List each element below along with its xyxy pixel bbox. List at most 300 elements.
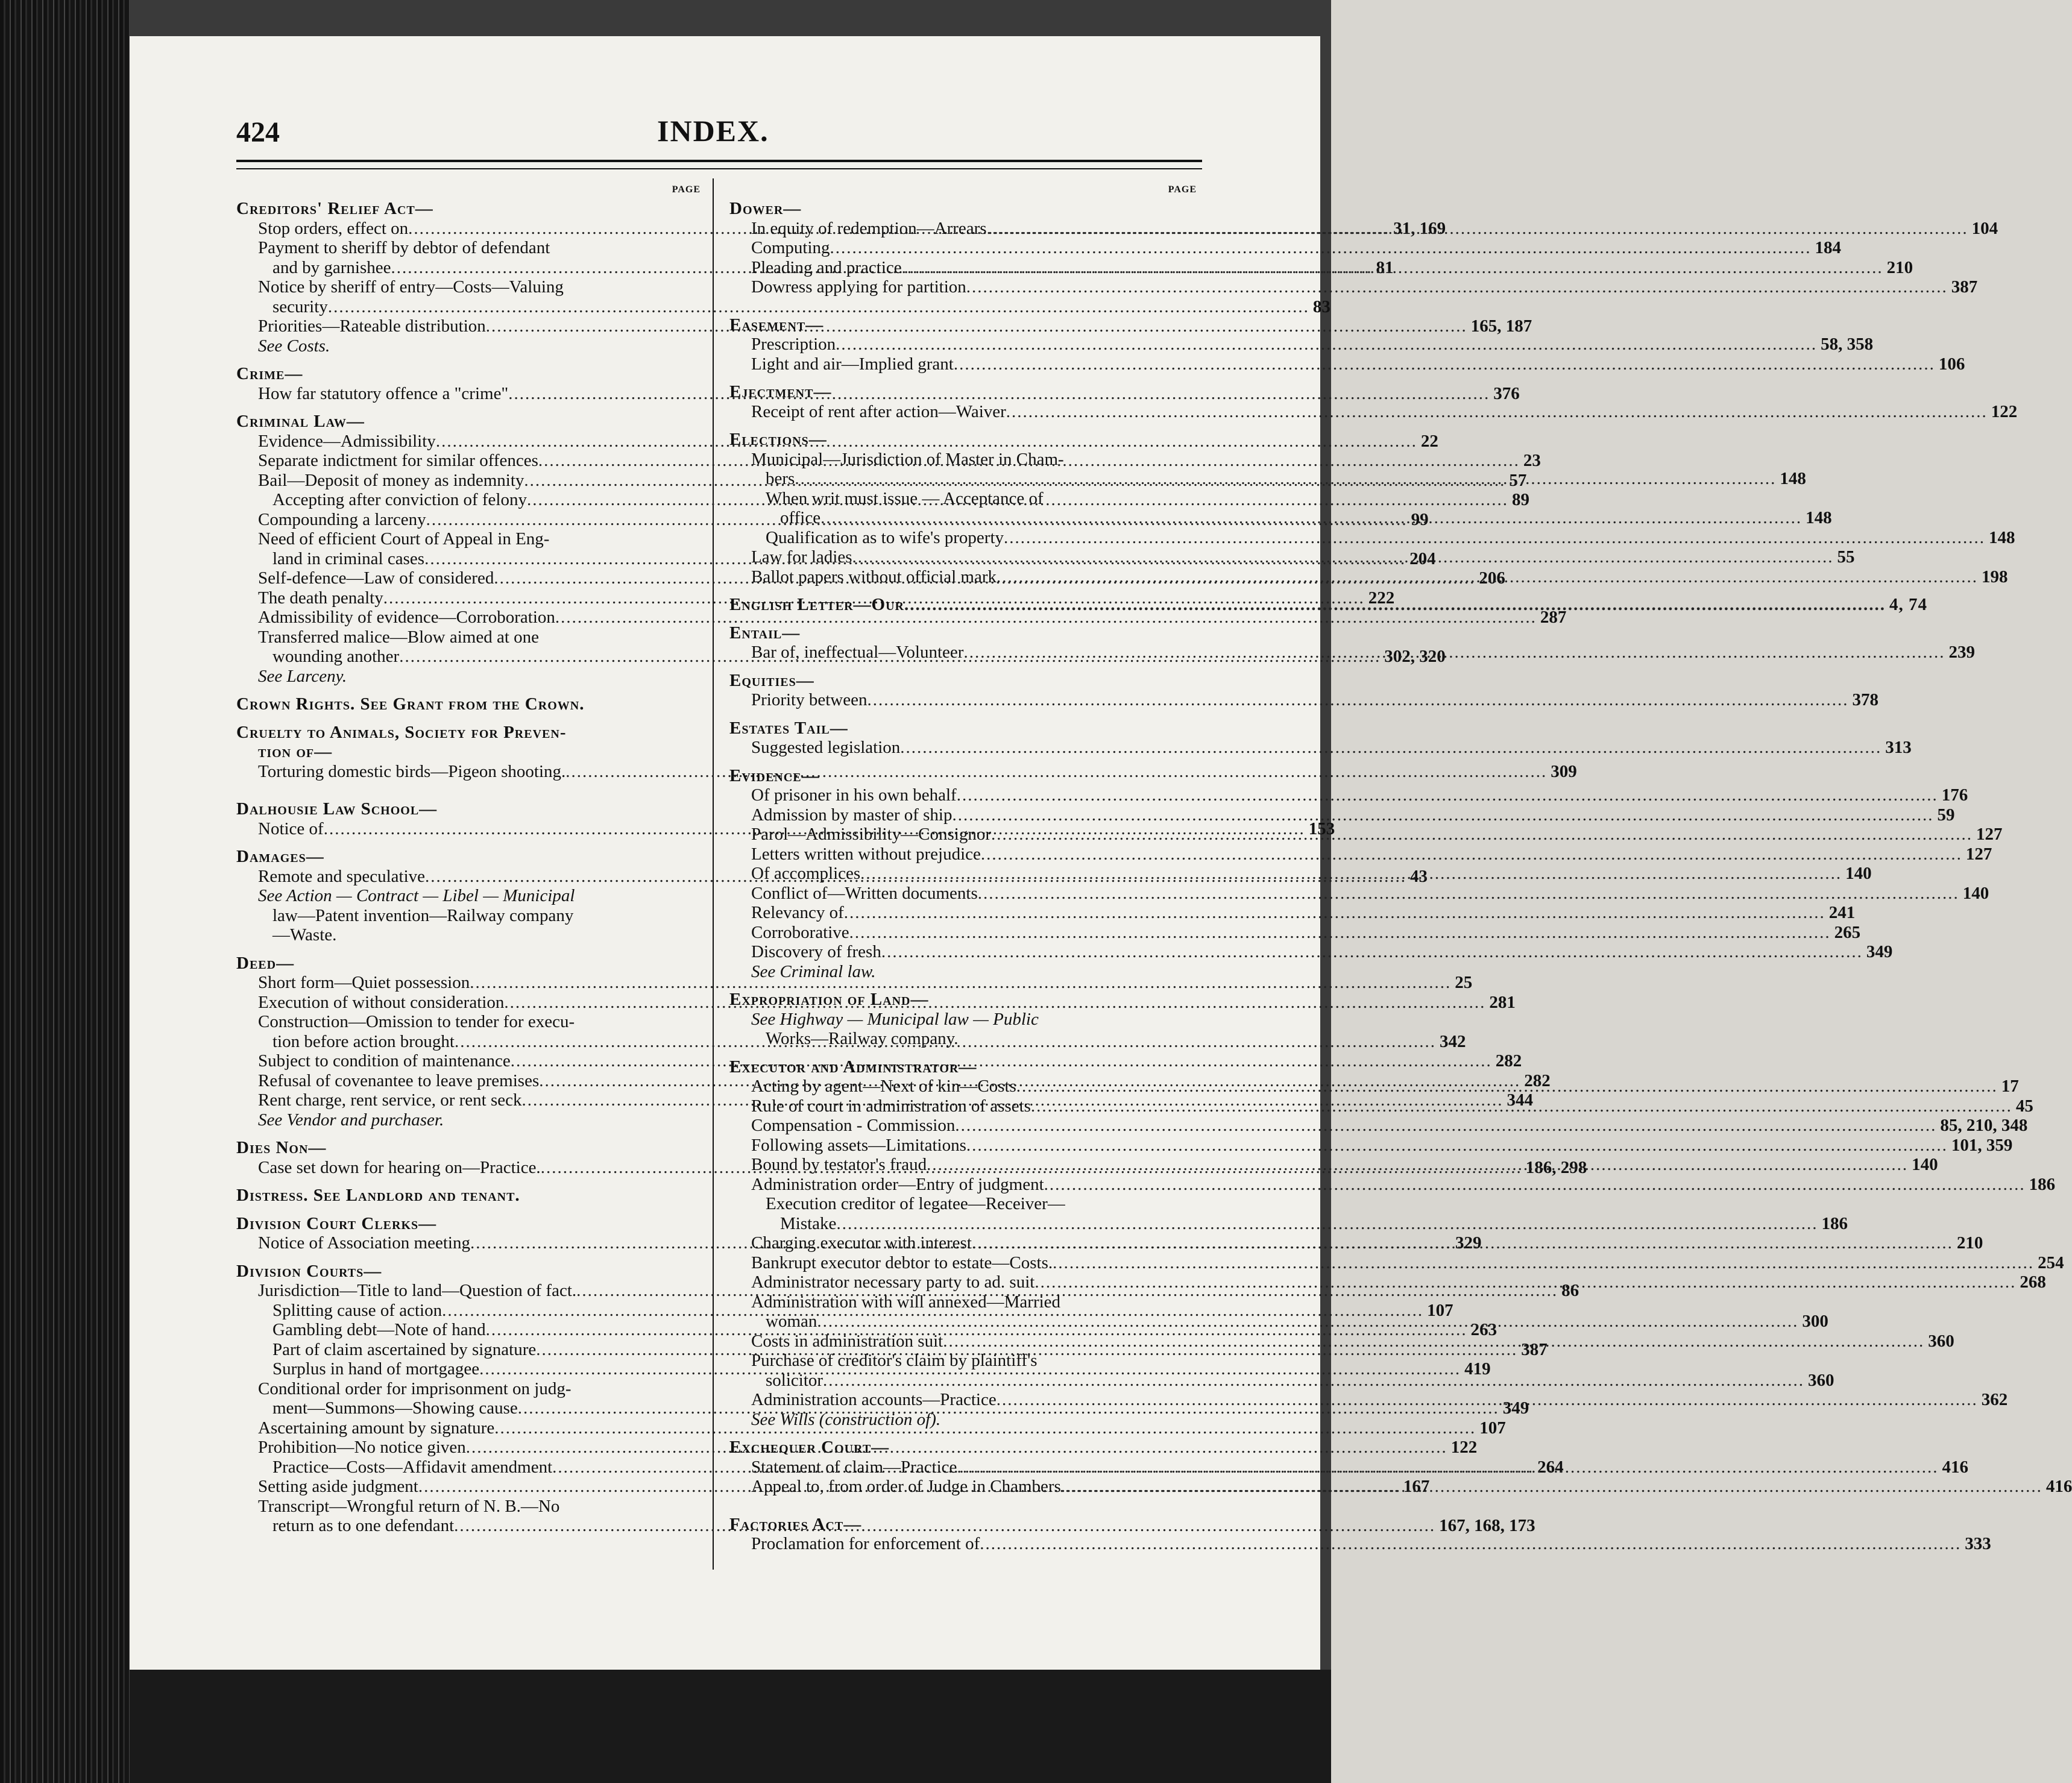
entry-page-ref: 89 [1511,490,1529,509]
entry-text: Qualification as to wife's property [766,527,1004,547]
entry-page-ref: 165, 187 [1470,316,1532,336]
entry-text: Short form—Quiet possession [258,973,470,992]
index-heading: Executor and Administrator— [729,1057,977,1077]
dot-leader [997,1390,1978,1410]
index-entry [729,690,1878,710]
entry-spacer [236,945,701,954]
index-entry [729,527,2015,548]
entry-page-ref: 309 [1551,761,1577,781]
index-line: Purchase of creditor's claim by plaintiff's [751,1351,1038,1370]
dot-leader [943,1332,1924,1351]
entry-page-ref: 122 [1450,1438,1478,1457]
entry-spacer [236,356,701,364]
index-entry [236,973,1473,993]
index-heading: Dower— [729,199,802,218]
dot-leader [823,1371,1804,1391]
entry-page-ref: 107 [1427,1300,1453,1320]
dot-leader [900,738,1881,758]
entry-text: English Letter—Our [729,595,904,614]
entry-spacer [729,421,1197,430]
entry-page-ref: 31, 169 [1393,218,1446,238]
entry-text: Following assets—Limitations [751,1135,966,1155]
index-heading: Exchequer Court— [729,1438,890,1457]
entry-text: ment—Summons—Showing cause [272,1398,518,1418]
entry-text: Proclamation for enforcement of [751,1534,980,1553]
index-entry [729,238,1842,258]
dot-leader [1061,1477,2042,1497]
entry-page-ref: 85, 210, 348 [1940,1116,2028,1135]
entry-text: Splitting cause of action [272,1300,442,1320]
entry-page-ref: 186 [2029,1174,2056,1194]
index-entry [729,903,1856,923]
entry-spacer [729,1049,1197,1057]
entry-text: Subject to condition of maintenance [258,1051,511,1071]
dot-leader [902,258,1883,278]
entry-text: Discovery of fresh [751,942,881,961]
index-entry [729,335,1874,354]
index-heading: Expropriation of Land— [729,990,929,1009]
entry-text: Notice of [258,819,324,838]
entry-spacer [729,758,1197,766]
entry-text: Accepting after conviction of felony [272,490,527,509]
entry-page-ref: 186 [1821,1213,1848,1233]
index-line: See Wills (construction of). [751,1409,941,1429]
dot-leader [1034,1272,2016,1292]
entry-page-ref: 241 [1828,903,1856,922]
index-heading: Easement— [729,315,824,335]
entry-text: woman [766,1312,817,1331]
entry-text: Administration order—Entry of judgment [751,1174,1044,1194]
entry-page-ref: 22 [1420,431,1438,451]
page-number: 424 [236,116,280,148]
entry-text: Corroborative [751,922,849,942]
entry-page-ref: 360 [1808,1370,1834,1390]
entry-text: Dowress applying for partition [751,277,966,297]
entry-text: bers [766,469,795,488]
entry-page-ref: 264 [1537,1457,1564,1477]
entry-page-ref: 23 [1523,451,1541,470]
entry-text: wounding another [272,647,400,666]
entry-page-ref: 58, 358 [1821,335,1874,354]
index-line: Works—Railway company. [766,1029,959,1048]
index-heading: Criminal Law— [236,412,365,431]
index-heading: Division Courts— [236,1261,382,1281]
index-entry [236,608,1567,627]
index-heading: Distress. See Landlord and tenant. [236,1186,520,1205]
index-line: Payment to sheriff by debtor of defendant [258,238,550,257]
index-entry [729,1174,2056,1195]
entry-page-ref: 184 [1815,238,1842,257]
index-heading: Cruelty to Animals, Society for Preven- [236,722,567,742]
entry-page-ref: 25 [1455,973,1473,992]
entry-text: Stop orders, effect on [258,218,409,238]
dot-leader [972,1233,1953,1253]
running-head-title: INDEX. [657,114,769,148]
index-line: law—Patent invention—Railway company [272,905,574,925]
index-heading: Dalhousie Law School— [236,799,438,819]
entry-text: Statement of claim—Practice [751,1457,957,1477]
entry-spacer [236,1253,701,1262]
entry-text: In equity of redemption—Arrears [751,218,987,238]
index-heading: Crime— [236,364,303,383]
index-heading: Damages— [236,847,324,866]
index-entry [729,844,1992,864]
index-line: See Larceny. [258,666,347,686]
index-line: When writ must issue — Acceptance of [766,488,1044,508]
entry-page-ref: 186, 298 [1525,1157,1587,1177]
entry-text: Gambling debt—Note of hand [272,1320,486,1339]
entry-spacer [729,662,1197,671]
entry-page-ref: 176 [1941,785,1968,805]
entry-text: Prohibition—No notice given [258,1438,466,1457]
entry-page-ref: 282 [1495,1051,1522,1071]
dot-leader [881,942,1863,962]
entry-text: Prescription [751,335,836,354]
entry-spacer [729,710,1197,719]
index-entry [729,1534,1991,1554]
entry-page-ref: 360 [1928,1331,1954,1351]
entry-spacer [729,297,1197,315]
entry-text: Surplus in hand of mortgagee [272,1359,480,1379]
entry-text: solicitor [766,1370,823,1390]
entry-page-ref: 210 [1886,257,1913,277]
entry-text: Relevancy of [751,903,844,922]
index-line: See Criminal law. [751,961,876,981]
index-heading: Deed— [236,953,295,973]
index-entry [729,883,1989,904]
index-line: Construction—Omission to tender for execu- [258,1012,575,1031]
index-entry [729,1135,2013,1156]
entry-text: land in criminal cases [272,549,425,568]
entry-page-ref: 313 [1885,738,1912,757]
entry-page-ref: 378 [1852,690,1878,709]
dot-leader [966,277,1948,297]
index-entry [729,922,1861,943]
entry-text: Rule of court in administration of assets [751,1096,1031,1116]
index-entry [236,297,1330,317]
index-heading: Elections— [729,430,827,449]
entry-spacer [729,374,1197,382]
entry-text: The death penalty [258,588,383,608]
entry-page-ref: 55 [1837,547,1855,567]
entry-text: Charging executor with interest [751,1233,972,1253]
entry-page-ref: 198 [1981,567,2008,586]
entry-spacer [236,686,701,694]
entry-page-ref: 333 [1965,1534,1991,1553]
entry-page-ref: 106 [1938,354,1965,374]
entry-text: Evidence—Admissibility [258,431,436,451]
dot-leader [820,508,1802,528]
dot-leader [1006,402,1988,422]
entry-text: return as to one defendant [272,1516,455,1535]
entry-text: Compensation - Commission [751,1116,956,1135]
entry-page-ref: 265 [1834,922,1861,942]
index-heading: Evidence— [729,766,820,785]
index-line: See Costs. [258,336,330,356]
entry-page-ref: 101, 359 [1951,1135,2013,1155]
index-line: Transcript—Wrongful return of N. B.—No [258,1496,560,1516]
dot-leader [836,335,1817,354]
index-entry [729,738,1912,758]
index-entry [729,785,1968,805]
entry-text: Parol—Admissibility—Consignor [751,825,991,844]
entry-page-ref: 167, 168, 173 [1439,1516,1535,1535]
index-entry [729,277,1978,297]
entry-text: Case set down for hearing on—Practice. [258,1157,541,1177]
entry-text: Ascertaining amount by signature [258,1418,495,1438]
header-rule [236,160,1202,162]
index-line: Need of efficient Court of Appeal in Eng- [258,529,550,549]
index-heading: Ejectment— [729,382,832,401]
entry-text: Notice of Association meeting [258,1233,470,1253]
entry-spacer [729,615,1197,623]
entry-text: Rent charge, rent service, or rent seck [258,1090,522,1110]
entry-page-ref: 43 [1410,866,1428,886]
index-line: Conditional order for imprisonment on judg- [258,1379,572,1398]
entry-page-ref: 148 [1806,508,1832,527]
entry-page-ref: 140 [1962,883,1989,903]
entry-page-ref: 99 [1411,509,1429,529]
index-entry [729,401,2018,422]
index-line: Transferred malice—Blow aimed at one [258,627,540,647]
entry-page-ref: 416 [2045,1477,2072,1496]
entry-spacer [236,781,701,799]
entry-text: Self-defence—Law of considered [258,568,494,588]
entry-text: Execution of without consideration [258,992,505,1012]
entry-page-ref: 342 [1440,1031,1466,1051]
entry-page-ref: 419 [1464,1359,1491,1379]
entry-page-ref: 17 [2001,1077,2019,1096]
entry-page-ref: 127 [1965,844,1992,864]
index-line: Administration with will annexed—Married [751,1292,1061,1312]
entry-page-ref: 268 [2020,1272,2046,1292]
entry-text: security [272,297,328,316]
dot-leader [1031,1096,2012,1116]
dot-leader [997,567,1978,587]
entry-page-ref: 416 [1942,1457,1968,1477]
index-heading: Estates Tail— [729,718,848,738]
index-line: See Action — Contract — Libel — Municipal [258,886,575,905]
entry-spacer [236,1206,701,1214]
entry-page-ref: 376 [1493,383,1520,403]
dot-leader [978,884,1959,904]
dot-leader [1004,528,1985,548]
entry-spacer [236,714,701,723]
entry-page-ref: 204 [1409,549,1436,568]
entry-spacer [236,1177,701,1186]
dot-leader [1016,1077,1998,1096]
entry-spacer [729,981,1197,990]
entry-spacer [236,1130,701,1138]
entry-page-ref: 263 [1470,1320,1497,1339]
page-bottom-edge [130,1670,1331,1783]
entry-page-ref: 4, 74 [1889,595,1927,614]
entry-text: Of accomplices [751,864,861,883]
entry-text: Costs in administration suit [751,1331,943,1351]
entry-page-ref: 287 [1540,608,1567,627]
index-heading: Dies Non— [236,1138,327,1157]
entry-page-ref: 387 [1521,1339,1548,1359]
page-column-label: PAGE [1168,184,1197,195]
dot-leader [795,469,1776,489]
entry-text: Remote and speculative [258,866,426,886]
dot-leader [830,238,1812,258]
index-line: Notice by sheriff of entry—Costs—Valuing [258,277,564,297]
entry-page-ref: 140 [1912,1155,1938,1174]
entry-page-ref: 59 [1937,805,1955,825]
entry-text: Computing [751,238,830,257]
index-entry [729,805,1955,825]
entry-text: Jurisdiction—Title to land—Question of fact. [258,1281,577,1300]
dot-leader [1044,1175,2026,1195]
entry-page-ref: 282 [1524,1071,1551,1090]
entry-text: How far statutory offence a "crime" [258,383,509,403]
entry-text: Pleading and practice [751,257,902,277]
entry-text: Admissibility of evidence—Corroboration [258,608,555,627]
dot-leader [963,643,1945,662]
entry-text: Admission by master of ship [751,805,953,825]
entry-page-ref: 153 [1308,819,1335,838]
book-binding [0,0,130,1783]
entry-text: Light and air—Implied grant [751,354,954,374]
dot-leader [981,844,1962,864]
dot-leader [966,1136,1948,1156]
dot-leader [904,595,1886,615]
index-line: See Vendor and purchaser. [258,1110,444,1130]
index-line: —Waste. [272,925,337,945]
entry-page-ref: 83 [1312,297,1330,316]
index-line: See Highway — Municipal law — Public [751,1009,1039,1029]
entry-page-ref: 300 [1802,1312,1828,1331]
index-line: Municipal—Jurisdiction of Master in Cham- [751,449,1064,469]
entry-page-ref: 206 [1479,568,1505,588]
entry-page-ref: 239 [1948,643,1975,662]
entry-page-ref: 387 [1951,277,1978,297]
index-entry [729,1213,1848,1234]
entry-text: Suggested legislation [751,738,901,757]
entry-text: Bail—Deposit of money as indemnity [258,470,524,490]
dot-leader [953,805,1934,825]
dot-leader [980,1534,1961,1554]
dot-leader [954,354,1935,374]
entry-text: Separate indictment for similar offences [258,451,538,470]
index-entry [729,354,1965,374]
entry-page-ref: 254 [2038,1253,2064,1272]
entry-text: Practice—Costs—Affidavit amendment [272,1457,553,1477]
entry-page-ref: 140 [1845,864,1872,883]
entry-page-ref: 81 [1376,257,1394,277]
entry-text: and by garnishee [272,257,391,277]
index-entry [729,1253,2064,1273]
index-heading: Factories Act— [729,1514,862,1534]
entry-page-ref: 45 [2015,1096,2033,1116]
entry-page-ref: 167 [1403,1477,1430,1496]
entry-page-ref: 329 [1455,1233,1482,1253]
dot-leader [957,785,1938,805]
entry-text: tion before action brought [272,1031,455,1051]
index-heading: Entail— [729,623,801,643]
entry-text: Bound by testator's fraud [751,1155,927,1174]
dot-leader [860,864,1842,884]
entry-text: Setting aside judgment [258,1477,418,1496]
entry-spacer [729,1429,1197,1438]
entry-text: Priority between [751,690,868,709]
index-heading: Crown Rights. See Grant from the Crown. [236,694,585,714]
dot-leader [957,1458,1938,1477]
entry-spacer [236,403,701,412]
dot-leader [844,903,1825,923]
entry-text: Acting by agent—Next of kin—Costs [751,1077,1016,1096]
dot-leader [987,219,1968,239]
page-column-label: PAGE [672,184,701,195]
dot-leader [817,1312,1798,1332]
entry-page-ref: 349 [1502,1398,1529,1418]
entry-page-ref: 57 [1509,470,1527,490]
entry-spacer [236,838,701,847]
index-heading: Division Court Clerks— [236,1213,437,1233]
entry-text: Administration accounts—Practice [751,1390,997,1409]
entry-text: Letters written without prejudice [751,844,981,864]
entry-text: Ballot papers without official mark [751,567,997,586]
entry-text: Part of claim ascertained by signature [272,1339,537,1359]
entry-spacer [729,586,1197,595]
entry-text: Law for ladies [751,547,852,567]
dot-leader [991,825,1973,844]
entry-text: Bankrupt executor debtor to estate—Costs. [751,1253,1053,1272]
entry-page-ref: 104 [1971,218,1998,238]
index-line: Execution creditor of legatee—Receiver— [766,1194,1065,1213]
entry-page-ref: 210 [1956,1233,1983,1253]
index-entry [729,1116,2028,1136]
dot-leader [849,923,1831,943]
dot-leader [1053,1253,2034,1273]
entry-text: Refusal of covenantee to leave premises [258,1071,540,1090]
entry-text: Torturing domestic birds—Pigeon shooting. [258,761,566,781]
entry-page-ref: 222 [1368,588,1395,608]
index-heading: Equities— [729,670,814,690]
entry-spacer [729,1497,1197,1515]
entry-page-ref: 344 [1507,1090,1533,1110]
entry-text: Priorities—Rateable distribution [258,316,486,336]
dot-leader [955,1116,1936,1136]
entry-page-ref: 302, 320 [1384,647,1446,666]
entry-page-ref: 148 [1780,469,1806,488]
entry-text: Compounding a larceny [258,509,426,529]
entry-page-ref: 127 [1976,825,2003,844]
entry-text: Bar of, ineffectual—Volunteer [751,643,964,662]
entry-page-ref: 86 [1561,1281,1579,1300]
index-entry [729,942,1893,962]
entry-page-ref: 349 [1866,942,1893,961]
entry-text: Receipt of rent after action—Waiver [751,401,1006,421]
dot-leader [836,1214,1818,1234]
entry-text: Mistake [780,1213,837,1233]
entry-text: Conflict of—Written documents [751,883,978,903]
entry-page-ref: 281 [1489,992,1516,1012]
dot-leader [867,690,1848,710]
entry-text: Of prisoner in his own behalf [751,785,957,805]
index-heading: tion of— [258,742,333,761]
index-entry [729,1370,1834,1391]
entry-page-ref: 122 [1991,401,2018,421]
dot-leader [927,1155,1908,1175]
entry-page-ref: 107 [1479,1418,1506,1438]
entry-page-ref: 148 [1989,527,2015,547]
entry-text: Appeal to, from order of Judge in Chambers [751,1477,1061,1496]
index-heading: Creditors' Relief Act— [236,199,433,218]
entry-text: Administrator necessary party to ad. suit [751,1272,1035,1292]
entry-text: office [780,508,821,527]
